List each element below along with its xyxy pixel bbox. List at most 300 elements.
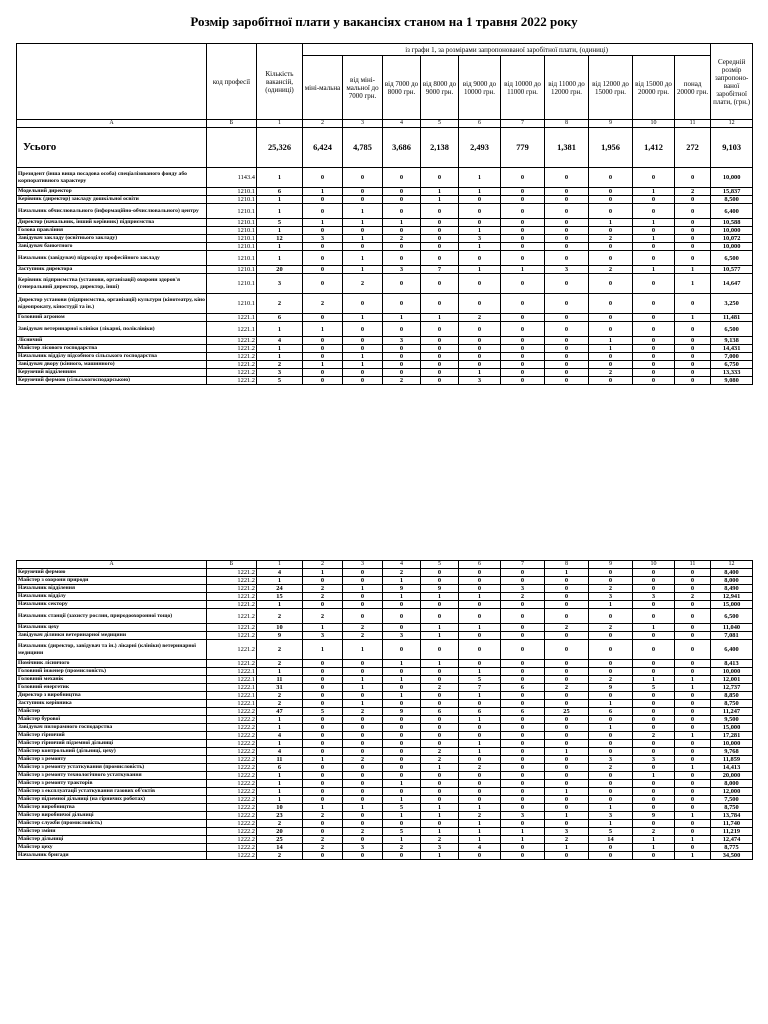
bin-count: 0	[383, 204, 421, 219]
profession-code: 1221.2	[207, 577, 257, 585]
bin-count: 2	[343, 708, 383, 716]
bin-count: 0	[633, 251, 675, 266]
average-salary: 15,837	[711, 188, 753, 196]
bin-count: 1	[303, 804, 343, 812]
vacancy-count: 1	[257, 243, 303, 251]
bin-count: 0	[501, 788, 545, 796]
column-index: 3	[343, 561, 383, 569]
bin-count: 0	[343, 796, 383, 804]
bin-count: 1	[421, 828, 459, 836]
bin-count: 1	[633, 188, 675, 196]
bin-count: 2	[589, 585, 633, 593]
vacancy-count: 10	[257, 624, 303, 632]
bin-count: 2	[421, 748, 459, 756]
bin-count: 3	[421, 844, 459, 852]
average-salary: 9,768	[711, 748, 753, 756]
bin-count: 0	[545, 345, 589, 353]
column-index: 11	[675, 561, 711, 569]
bin-count: 1	[343, 804, 383, 812]
column-index: 4	[383, 120, 421, 128]
bin-count: 0	[675, 640, 711, 660]
bin-count: 0	[675, 294, 711, 314]
bin-count: 0	[421, 274, 459, 294]
bin-count: 1	[421, 196, 459, 204]
bin-count: 0	[589, 377, 633, 385]
bin-count: 3	[589, 593, 633, 601]
bin-count: 2	[459, 764, 501, 772]
bin-count: 0	[501, 692, 545, 700]
bin-count: 0	[421, 676, 459, 684]
bin-count: 0	[343, 732, 383, 740]
average-salary: 11,481	[711, 314, 753, 322]
bin-count: 0	[633, 577, 675, 585]
vacancy-count: 2	[257, 820, 303, 828]
vacancy-count: 11	[257, 756, 303, 764]
bin-count: 1	[459, 266, 501, 274]
bin-count: 1	[459, 804, 501, 812]
average-salary: 8,000	[711, 780, 753, 788]
bin-count: 0	[383, 716, 421, 724]
bin-count: 0	[383, 852, 421, 860]
bin-count: 2	[589, 764, 633, 772]
bin-count: 0	[633, 314, 675, 322]
bin-count: 2	[589, 235, 633, 243]
bin-count: 1	[589, 601, 633, 609]
bin-count: 0	[545, 780, 589, 788]
bin-count: 1	[459, 624, 501, 632]
bin-count: 1	[421, 593, 459, 601]
bin-count: 0	[545, 322, 589, 337]
bin-count: 0	[545, 796, 589, 804]
bin-count: 1	[303, 640, 343, 660]
bin-count: 0	[633, 601, 675, 609]
table-row	[17, 748, 753, 756]
header-avg: Середній розмір запропоно-ваної заробітної плати, (грн.)	[711, 44, 753, 120]
bin-count: 0	[501, 569, 545, 577]
bin-count: 1	[545, 844, 589, 852]
total-value: 2,138	[421, 128, 459, 168]
bin-count: 0	[421, 168, 459, 188]
bin-count: 0	[633, 204, 675, 219]
bin-count: 0	[459, 577, 501, 585]
bin-count: 0	[421, 353, 459, 361]
bin-count: 0	[633, 609, 675, 624]
average-salary: 12,001	[711, 676, 753, 684]
column-index: 8	[545, 120, 589, 128]
profession-code: 1210.1	[207, 227, 257, 235]
vacancy-count: 10	[257, 804, 303, 812]
average-salary: 12,474	[711, 836, 753, 844]
bin-count: 0	[633, 377, 675, 385]
column-index: 9	[589, 561, 633, 569]
profession-name: Майстер контрольний (дільниці, цеху)	[17, 748, 207, 756]
vacancy-count: 2	[257, 640, 303, 660]
bin-count: 0	[501, 732, 545, 740]
bin-count: 5	[383, 804, 421, 812]
column-index: 12	[711, 561, 753, 569]
vacancy-count: 14	[257, 844, 303, 852]
bin-count: 0	[343, 243, 383, 251]
column-index: 6	[459, 120, 501, 128]
bin-count: 0	[675, 828, 711, 836]
vacancy-count: 23	[257, 812, 303, 820]
average-salary: 7,000	[711, 353, 753, 361]
bin-count: 0	[545, 294, 589, 314]
bin-count: 1	[545, 569, 589, 577]
bin-count: 0	[343, 716, 383, 724]
bin-count: 0	[589, 168, 633, 188]
bin-count: 0	[501, 274, 545, 294]
bin-count: 0	[459, 196, 501, 204]
profession-name: Директор установи (підприємства, організації) культури (кінотеатру, кіно відеопрокату, кіностудії та ін.)	[17, 294, 207, 314]
profession-name: Керівник підприємства (установи, організації) охорони здоров'я (генеральний директор, директор, інші)	[17, 274, 207, 294]
bin-count: 1	[383, 314, 421, 322]
column-index: 8	[545, 561, 589, 569]
bin-count: 0	[675, 804, 711, 812]
bin-count: 2	[589, 676, 633, 684]
table-row	[17, 274, 753, 294]
bin-count: 1	[675, 684, 711, 692]
average-salary: 8,490	[711, 585, 753, 593]
table-row	[17, 844, 753, 852]
vacancy-count: 47	[257, 708, 303, 716]
bin-count: 0	[303, 732, 343, 740]
bin-count: 0	[421, 569, 459, 577]
bin-count: 0	[383, 820, 421, 828]
bin-count: 0	[383, 188, 421, 196]
profession-name: Майстер з ремонту тракторів	[17, 780, 207, 788]
bin-count: 1	[459, 369, 501, 377]
average-salary: 10,000	[711, 227, 753, 235]
bin-count: 2	[303, 294, 343, 314]
bin-count: 1	[303, 219, 343, 227]
average-salary: 11,859	[711, 756, 753, 764]
table-row	[17, 353, 753, 361]
bin-count: 2	[675, 593, 711, 601]
bin-count: 0	[343, 227, 383, 235]
bin-count: 0	[545, 274, 589, 294]
bin-count: 0	[589, 772, 633, 780]
profession-name: Завідувач двору (кінного, машинного)	[17, 361, 207, 369]
bin-count: 0	[303, 196, 343, 204]
table-row	[17, 708, 753, 716]
header-code: код професії	[207, 44, 257, 120]
bin-count: 0	[589, 188, 633, 196]
bin-count: 0	[675, 196, 711, 204]
column-index: А	[17, 561, 207, 569]
profession-name: Завідувач ветеринарної клініки (лікарні, поліклініки)	[17, 322, 207, 337]
header-bin: від 15000 до 20000 грн.	[633, 56, 675, 120]
bin-count: 0	[675, 219, 711, 227]
bin-count: 0	[589, 569, 633, 577]
total-value: 6,424	[303, 128, 343, 168]
bin-count: 3	[303, 235, 343, 243]
bin-count: 0	[459, 337, 501, 345]
bin-count: 0	[303, 788, 343, 796]
bin-count: 5	[459, 676, 501, 684]
table-row	[17, 756, 753, 764]
bin-count: 1	[501, 266, 545, 274]
bin-count: 7	[421, 266, 459, 274]
bin-count: 1	[343, 266, 383, 274]
average-salary: 6,500	[711, 322, 753, 337]
bin-count: 0	[459, 852, 501, 860]
average-salary: 10,000	[711, 668, 753, 676]
bin-count: 0	[633, 804, 675, 812]
average-salary: 11,247	[711, 708, 753, 716]
bin-count: 1	[589, 337, 633, 345]
average-salary: 8,000	[711, 577, 753, 585]
vacancy-count: 3	[257, 369, 303, 377]
bin-count: 0	[675, 227, 711, 235]
table-row	[17, 812, 753, 820]
bin-count: 2	[421, 684, 459, 692]
bin-count: 0	[675, 756, 711, 764]
bin-count: 0	[545, 740, 589, 748]
bin-count: 0	[343, 196, 383, 204]
bin-count: 3	[459, 377, 501, 385]
vacancy-count: 1	[257, 668, 303, 676]
bin-count: 0	[545, 632, 589, 640]
profession-code: 1221.2	[207, 345, 257, 353]
bin-count: 1	[303, 188, 343, 196]
bin-count: 0	[303, 251, 343, 266]
bin-count: 2	[459, 314, 501, 322]
profession-name: Майстер з ремонту технологічного устаткування	[17, 772, 207, 780]
bin-count: 0	[545, 243, 589, 251]
bin-count: 3	[633, 756, 675, 764]
bin-count: 0	[459, 788, 501, 796]
profession-code: 1222.2	[207, 852, 257, 860]
bin-count: 0	[501, 601, 545, 609]
header-bin: від 9000 до 10000 грн.	[459, 56, 501, 120]
table-row	[17, 196, 753, 204]
bin-count: 1	[459, 692, 501, 700]
bin-count: 0	[545, 314, 589, 322]
bin-count: 0	[633, 708, 675, 716]
profession-code: 1143.4	[207, 168, 257, 188]
bin-count: 2	[459, 812, 501, 820]
profession-code: 1222.2	[207, 708, 257, 716]
total-value: 2,493	[459, 128, 501, 168]
bin-count: 0	[675, 377, 711, 385]
bin-count: 2	[343, 828, 383, 836]
bin-count: 5	[633, 684, 675, 692]
table-row	[17, 227, 753, 235]
table-row	[17, 204, 753, 219]
average-salary: 6,400	[711, 204, 753, 219]
bin-count: 0	[303, 748, 343, 756]
profession-code: 1210.1	[207, 266, 257, 274]
vacancy-count: 1	[257, 353, 303, 361]
bin-count: 5	[303, 708, 343, 716]
profession-code: 1222.2	[207, 780, 257, 788]
bin-count: 0	[589, 748, 633, 756]
bin-count: 0	[675, 724, 711, 732]
bin-count: 3	[383, 266, 421, 274]
bin-count: 0	[343, 772, 383, 780]
header-count: Кількість вакансій, (одиниці)	[257, 44, 303, 120]
bin-count: 0	[421, 243, 459, 251]
profession-name: Заступник керівника	[17, 700, 207, 708]
profession-name: Президент (інша вища посадова особа) спеціалізованого фонду або корпоративного характеру	[17, 168, 207, 188]
total-value: 3,686	[383, 128, 421, 168]
average-salary: 12,737	[711, 684, 753, 692]
bin-count: 0	[501, 844, 545, 852]
bin-count: 9	[383, 708, 421, 716]
bin-count: 1	[459, 836, 501, 844]
table-row	[17, 624, 753, 632]
table-row	[17, 377, 753, 385]
bin-count: 0	[501, 804, 545, 812]
bin-count: 0	[303, 577, 343, 585]
average-salary: 20,000	[711, 772, 753, 780]
bin-count: 0	[675, 569, 711, 577]
bin-count: 0	[545, 361, 589, 369]
bin-count: 0	[501, 756, 545, 764]
average-salary: 10,000	[711, 740, 753, 748]
table-row	[17, 219, 753, 227]
bin-count: 0	[589, 796, 633, 804]
table-row	[17, 266, 753, 274]
bin-count: 3	[633, 593, 675, 601]
bin-count: 0	[383, 640, 421, 660]
bin-count: 0	[343, 724, 383, 732]
bin-count: 0	[421, 601, 459, 609]
bin-count: 1	[383, 219, 421, 227]
bin-count: 2	[633, 828, 675, 836]
bin-count: 0	[589, 361, 633, 369]
table-row	[17, 294, 753, 314]
average-salary: 13,784	[711, 812, 753, 820]
profession-name: Начальник обчислювального (інформаційно-обчислювального) центру	[17, 204, 207, 219]
bin-count: 1	[343, 314, 383, 322]
bin-count: 0	[343, 601, 383, 609]
bin-count: 1	[421, 632, 459, 640]
header-bin: від 11000 до 12000 грн.	[545, 56, 589, 120]
bin-count: 0	[343, 836, 383, 844]
bin-count: 1	[589, 345, 633, 353]
bin-count: 0	[501, 227, 545, 235]
profession-name: Завідувач банкетного	[17, 243, 207, 251]
profession-name: Майстер дільниці	[17, 836, 207, 844]
table-row	[17, 796, 753, 804]
bin-count: 0	[675, 369, 711, 377]
bin-count: 2	[633, 732, 675, 740]
bin-count: 0	[675, 708, 711, 716]
bin-count: 2	[589, 624, 633, 632]
bin-count: 1	[421, 188, 459, 196]
bin-count: 0	[421, 740, 459, 748]
bin-count: 0	[459, 204, 501, 219]
vacancy-count: 1	[257, 740, 303, 748]
bin-count: 1	[383, 660, 421, 668]
bin-count: 0	[303, 828, 343, 836]
table-row	[17, 780, 753, 788]
profession-name: Директор (начальник, інший керівник) підприємства	[17, 219, 207, 227]
bin-count: 0	[545, 219, 589, 227]
bin-count: 0	[421, 204, 459, 219]
bin-count: 0	[383, 294, 421, 314]
bin-count: 2	[343, 632, 383, 640]
profession-code: 1222.2	[207, 828, 257, 836]
bin-count: 0	[675, 820, 711, 828]
table-row	[17, 251, 753, 266]
bin-count: 0	[675, 748, 711, 756]
bin-count: 0	[303, 168, 343, 188]
bin-count: 1	[545, 748, 589, 756]
table-row	[17, 188, 753, 196]
column-index: 6	[459, 561, 501, 569]
profession-code: 1222.2	[207, 812, 257, 820]
bin-count: 0	[545, 601, 589, 609]
bin-count: 0	[633, 361, 675, 369]
bin-count: 1	[383, 780, 421, 788]
bin-count: 0	[459, 274, 501, 294]
bin-count: 0	[303, 772, 343, 780]
profession-name: Керуючий фермою (сільськогосподарською)	[17, 377, 207, 385]
bin-count: 1	[421, 660, 459, 668]
average-salary: 34,500	[711, 852, 753, 860]
bin-count: 0	[501, 361, 545, 369]
profession-code: 1222.2	[207, 756, 257, 764]
bin-count: 0	[545, 764, 589, 772]
profession-code: 1222.2	[207, 724, 257, 732]
bin-count: 0	[501, 764, 545, 772]
bin-count: 0	[383, 601, 421, 609]
bin-count: 0	[501, 243, 545, 251]
bin-count: 2	[383, 569, 421, 577]
average-salary: 14,431	[711, 345, 753, 353]
vacancy-count: 1	[257, 251, 303, 266]
bin-count: 0	[343, 820, 383, 828]
column-index: 9	[589, 120, 633, 128]
vacancy-count: 1	[257, 796, 303, 804]
average-salary: 11,740	[711, 820, 753, 828]
bin-count: 0	[343, 337, 383, 345]
bin-count: 0	[545, 188, 589, 196]
bin-count: 0	[383, 724, 421, 732]
bin-count: 25	[545, 708, 589, 716]
profession-code: 1222.1	[207, 700, 257, 708]
table-row	[17, 601, 753, 609]
bin-count: 0	[633, 227, 675, 235]
vacancy-count: 20	[257, 828, 303, 836]
bin-count: 0	[383, 748, 421, 756]
bin-count: 0	[545, 585, 589, 593]
bin-count: 0	[589, 227, 633, 235]
bin-count: 0	[383, 361, 421, 369]
average-salary: 9,500	[711, 716, 753, 724]
column-index: Б	[207, 561, 257, 569]
profession-name: Майстер виробничої дільниці	[17, 812, 207, 820]
table-row	[17, 820, 753, 828]
profession-code: 1221.2	[207, 660, 257, 668]
bin-count: 0	[303, 692, 343, 700]
vacancy-count: 1	[257, 345, 303, 353]
bin-count: 0	[459, 632, 501, 640]
bin-count: 0	[675, 700, 711, 708]
average-salary: 3,250	[711, 294, 753, 314]
bin-count: 0	[545, 593, 589, 601]
bin-count: 0	[545, 168, 589, 188]
bin-count: 0	[545, 692, 589, 700]
bin-count: 0	[633, 764, 675, 772]
total-value: 25,326	[257, 128, 303, 168]
bin-count: 2	[545, 836, 589, 844]
column-index: 10	[633, 120, 675, 128]
bin-count: 0	[633, 294, 675, 314]
